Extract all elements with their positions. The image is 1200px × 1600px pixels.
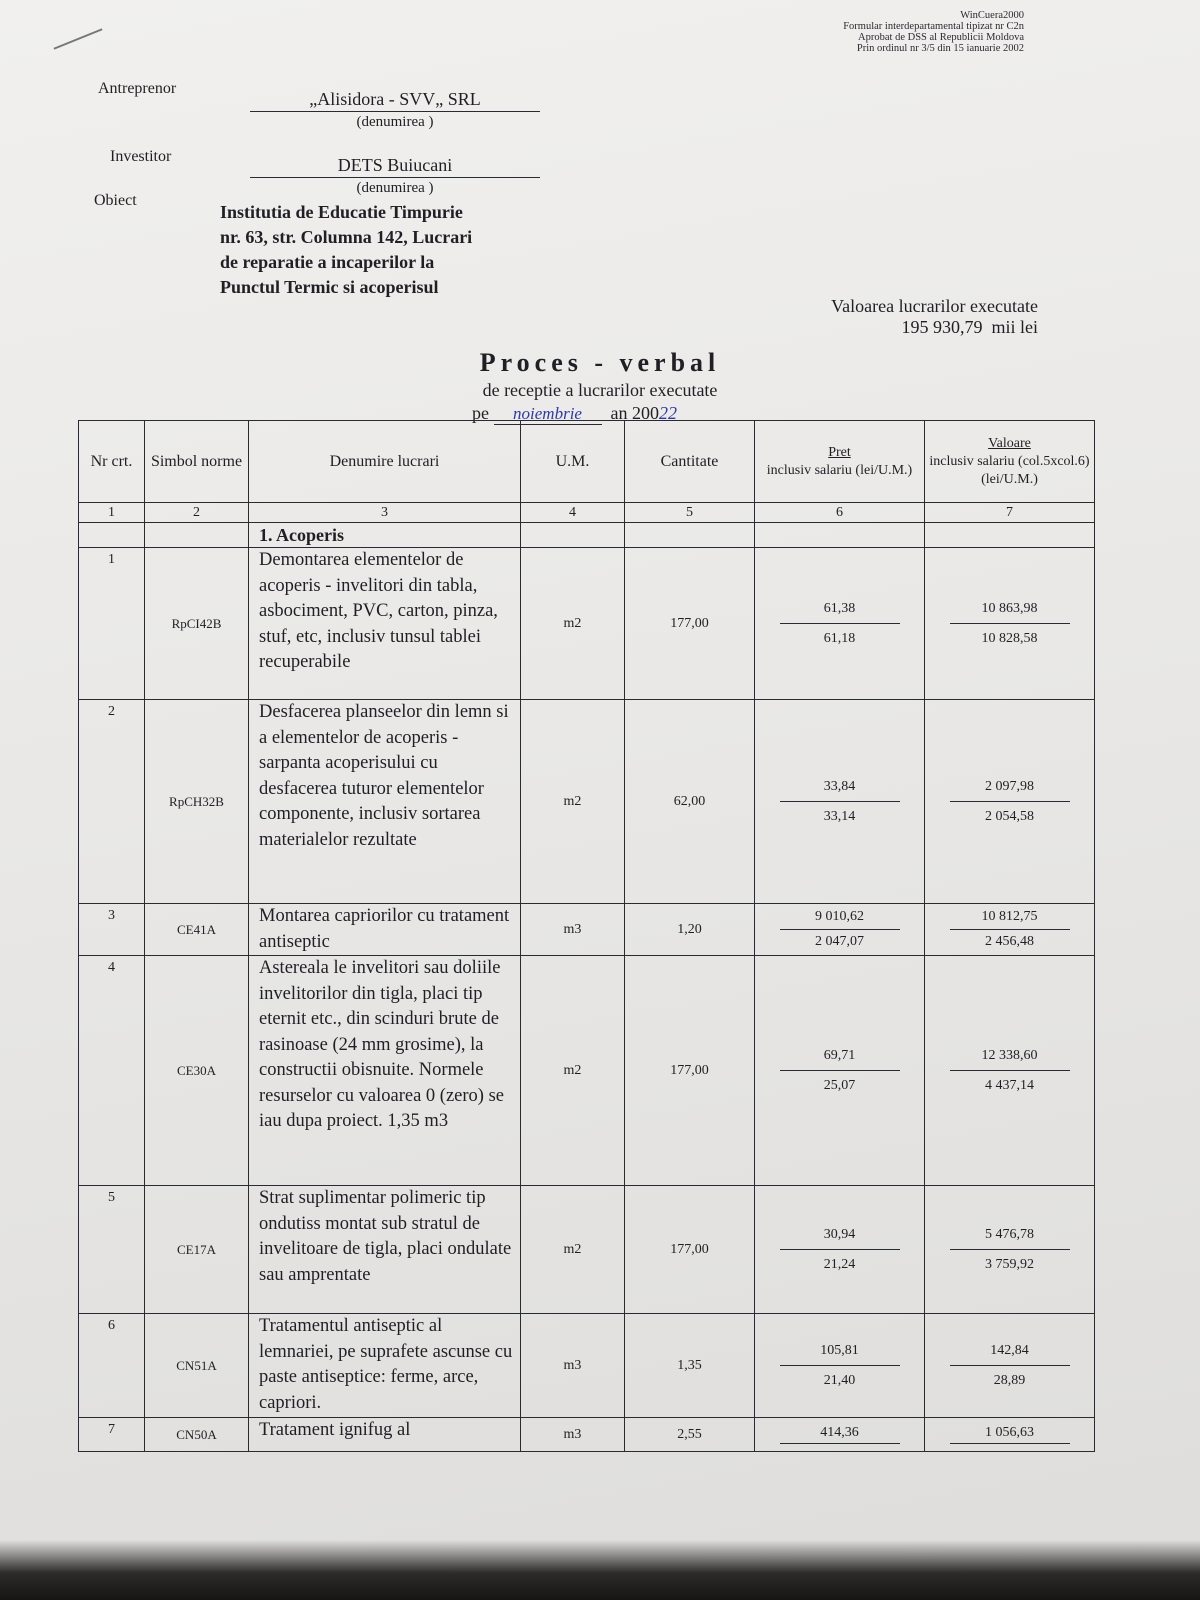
pret-total: 69,71	[780, 1048, 900, 1071]
form-name: Formular interdepartamental tipizat nr C2n	[843, 21, 1024, 32]
header-valoare	[925, 421, 1095, 503]
row-um: m2	[521, 700, 625, 904]
row-cantitate: 177,00	[625, 956, 755, 1186]
antreprenor-value: „Alisidora - SVV„ SRL	[250, 89, 540, 112]
row-um: m3	[521, 1418, 625, 1452]
row-denumire: Tratamentul antiseptic al lemnariei, pe suprafete ascunse cu paste antiseptice: ferme, arce, capriori.	[249, 1314, 521, 1418]
table-row	[79, 1418, 1095, 1452]
row-cantitate: 177,00	[625, 1186, 755, 1314]
row-nr: 4	[79, 956, 145, 1186]
valoare-amount: 195 930,79	[901, 317, 983, 337]
valoare-block	[831, 296, 1038, 338]
row-um: m2	[521, 1186, 625, 1314]
period-month-handwritten: noiembrie	[494, 404, 602, 425]
row-nr: 1	[79, 548, 145, 700]
valoare-salary: 3 759,92	[985, 1256, 1034, 1272]
table-row	[79, 956, 1095, 1186]
header-simbol: Simbol norme	[145, 421, 249, 503]
obiect-line: de reparatie a incaperilor la	[220, 252, 435, 272]
column-number-row	[79, 503, 1095, 523]
row-simbol: CE17A	[145, 1186, 249, 1314]
table-row	[79, 700, 1095, 904]
row-denumire: Montarea capriorilor cu tratament antiseptic	[249, 904, 521, 956]
row-um: m2	[521, 548, 625, 700]
approved-by: Aprobat de DSS al Republicii Moldova	[858, 32, 1024, 43]
row-nr: 3	[79, 904, 145, 956]
row-cantitate: 62,00	[625, 700, 755, 904]
obiect-label: Obiect	[94, 192, 137, 209]
pret-total: 414,36	[780, 1425, 900, 1444]
row-simbol: CN50A	[145, 1418, 249, 1452]
table-row	[79, 1186, 1095, 1314]
row-nr: 6	[79, 1314, 145, 1418]
row-um: m3	[521, 904, 625, 956]
row-pret	[755, 548, 925, 700]
period-pe: pe	[472, 403, 489, 423]
pret-total: 9 010,62	[780, 909, 900, 930]
section-row	[79, 523, 1095, 548]
period-year-handwritten: 22	[659, 403, 677, 423]
header-pret	[755, 421, 925, 503]
row-simbol: RpCI42B	[145, 548, 249, 700]
header-valoare-title: Valoare	[988, 435, 1031, 451]
row-um: m3	[521, 1314, 625, 1418]
row-pret	[755, 700, 925, 904]
pret-salary: 25,07	[823, 1077, 856, 1093]
section-title: 1. Acoperis	[249, 523, 521, 548]
row-nr: 7	[79, 1418, 145, 1452]
col-number: 4	[521, 503, 625, 523]
document-subtitle: de receptie a lucrarilor executate	[482, 380, 718, 400]
software-name: WinCuera2000	[960, 10, 1024, 21]
col-number: 2	[145, 503, 249, 523]
valoare-total: 12 338,60	[950, 1048, 1070, 1071]
col-number: 6	[755, 503, 925, 523]
row-valoare	[925, 956, 1095, 1186]
valoare-total: 5 476,78	[950, 1227, 1070, 1250]
valoare-total: 2 097,98	[950, 779, 1070, 802]
valoare-total: 142,84	[950, 1343, 1070, 1366]
valoare-salary: 2 456,48	[985, 934, 1034, 949]
pret-salary: 21,40	[823, 1372, 856, 1388]
row-pret	[755, 1418, 925, 1452]
row-um: m2	[521, 956, 625, 1186]
row-simbol: CE41A	[145, 904, 249, 956]
row-pret	[755, 1314, 925, 1418]
valoare-total: 10 863,98	[950, 601, 1070, 624]
col-number: 3	[249, 503, 521, 523]
row-cantitate: 2,55	[625, 1418, 755, 1452]
row-pret	[755, 956, 925, 1186]
pret-total: 33,84	[780, 779, 900, 802]
row-simbol: CN51A	[145, 1314, 249, 1418]
col-number: 1	[79, 503, 145, 523]
header-valoare-rest: inclusiv salariu (col.5xcol.6) (lei/U.M.)	[929, 453, 1090, 487]
pret-total: 105,81	[780, 1343, 900, 1366]
row-nr: 5	[79, 1186, 145, 1314]
header-denumire: Denumire lucrari	[249, 421, 521, 503]
valoare-label: Valoarea lucrarilor executate	[831, 296, 1038, 316]
works-table	[78, 420, 1095, 1452]
row-pret	[755, 904, 925, 956]
pret-total: 30,94	[780, 1227, 900, 1250]
investitor-sub: (denumirea )	[356, 180, 434, 196]
header-um: U.M.	[521, 421, 625, 503]
header-nr: Nr crt.	[79, 421, 145, 503]
obiect-line: Institutia de Educatie Timpurie	[220, 202, 463, 222]
obiect-line: Punctul Termic si acoperisul	[220, 277, 439, 297]
table-row	[79, 1314, 1095, 1418]
valoare-salary: 10 828,58	[981, 630, 1038, 646]
photo-shadow	[0, 1540, 1200, 1600]
header-row	[79, 421, 1095, 503]
row-denumire: Desfacerea planseelor din lemn si a elementelor de acoperis - sarpanta acoperisului cu desfacerea tuturor elementelor componente, inclusiv sortarea materialelor rezultate	[249, 700, 521, 904]
header-pret-title: Pret	[828, 444, 851, 460]
antreprenor-sub: (denumirea )	[356, 114, 434, 130]
order-ref: Prin ordinul nr 3/5 din 15 ianuarie 2002	[856, 43, 1024, 54]
col-number: 5	[625, 503, 755, 523]
period-an: an 200	[610, 403, 659, 423]
valoare-salary: 2 054,58	[985, 808, 1034, 824]
investitor-value: DETS Buiucani	[250, 155, 540, 178]
row-valoare	[925, 700, 1095, 904]
header-cantitate: Cantitate	[625, 421, 755, 503]
row-valoare	[925, 1418, 1095, 1452]
form-header	[843, 10, 1024, 54]
table-row	[79, 548, 1095, 700]
works-table-wrapper	[78, 420, 1094, 1452]
pret-salary: 33,14	[823, 808, 856, 824]
row-denumire: Demontarea elementelor de acoperis - invelitori din tabla, asbociment, PVC, carton, pinza, stuf, etc, inclusiv tunsul tablei recuperabile	[249, 548, 521, 700]
row-nr: 2	[79, 700, 145, 904]
investitor-label: Investitor	[110, 148, 172, 165]
table-row	[79, 904, 1095, 956]
row-denumire: Strat suplimentar polimeric tip ondutiss montat sub stratul de invelitoare de tigla, placi ondulate sau amprentate	[249, 1186, 521, 1314]
row-valoare	[925, 548, 1095, 700]
pret-salary: 2 047,07	[815, 934, 864, 949]
row-cantitate: 1,35	[625, 1314, 755, 1418]
row-denumire: Astereala le invelitori sau doliile invelitorilor din tigla, placi tip eternit etc., din scinduri brute de rasinoase (24 mm grosime), la constructii obisnuite. Normele resurselor cu valoarea 0 (zero) se iau dupa proiect. 1,35 m3	[249, 956, 521, 1186]
row-valoare	[925, 1186, 1095, 1314]
valoare-total: 10 812,75	[950, 909, 1070, 930]
valoare-salary: 4 437,14	[985, 1077, 1034, 1093]
header-pret-rest: inclusiv salariu (lei/U.M.)	[766, 462, 913, 478]
valoare-total: 1 056,63	[950, 1425, 1070, 1444]
row-simbol: RpCH32B	[145, 700, 249, 904]
obiect-text	[220, 200, 560, 300]
row-cantitate: 177,00	[625, 548, 755, 700]
valoare-amount-line	[831, 317, 1038, 338]
row-simbol: CE30A	[145, 956, 249, 1186]
valoare-unit: mii lei	[991, 317, 1038, 337]
row-cantitate: 1,20	[625, 904, 755, 956]
pret-total: 61,38	[780, 601, 900, 624]
document-title: Proces - verbal	[479, 348, 721, 377]
obiect-line: nr. 63, str. Columna 142, Lucrari	[220, 227, 473, 247]
row-valoare	[925, 904, 1095, 956]
valoare-salary: 28,89	[993, 1372, 1026, 1388]
row-valoare	[925, 1314, 1095, 1418]
row-pret	[755, 1186, 925, 1314]
pret-salary: 21,24	[823, 1256, 856, 1272]
antreprenor-label: Antreprenor	[98, 80, 177, 97]
col-number: 7	[925, 503, 1095, 523]
row-denumire: Tratament ignifug al	[249, 1418, 521, 1452]
pret-salary: 61,18	[823, 630, 856, 646]
